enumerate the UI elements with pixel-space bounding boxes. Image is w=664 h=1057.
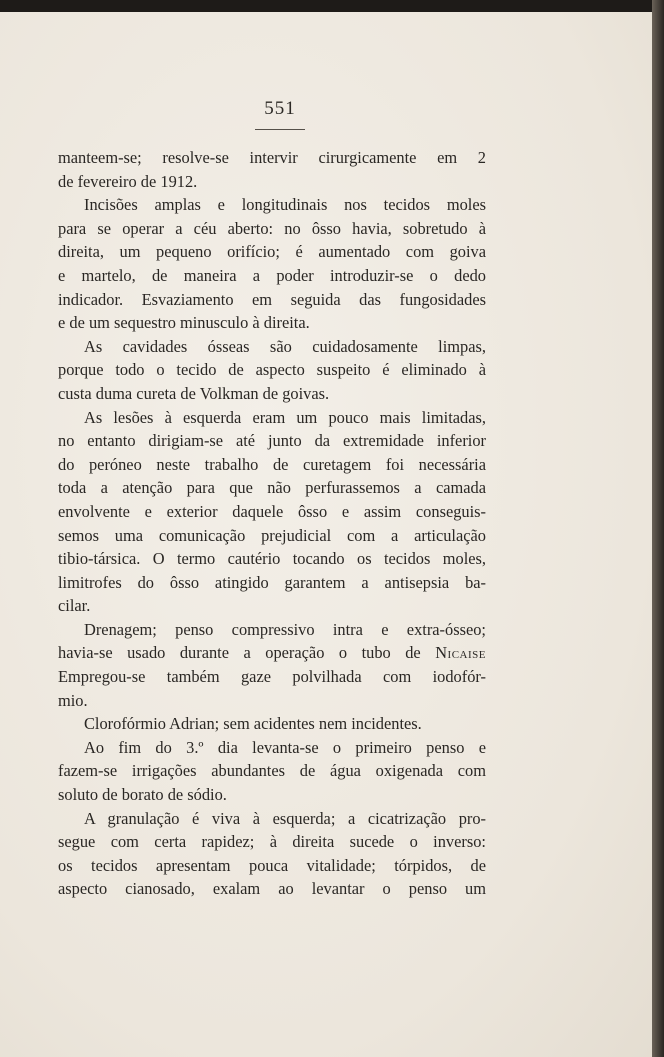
text-line-content: As cavidades ósseas são cuidadosamente limpas,	[84, 336, 486, 356]
text-line	[58, 524, 486, 548]
text-line-content: Clorofórmio Adrian; sem acidentes nem incidentes.	[84, 714, 422, 734]
text-line-content: e martelo, de maneira a poder introduzir-se o dedo	[58, 265, 486, 285]
text-line	[58, 594, 486, 618]
text-line-content: As lesões à esquerda eram um pouco mais limitadas,	[84, 407, 486, 427]
text-line	[58, 335, 486, 359]
text-line	[58, 759, 486, 783]
scan-border-right	[652, 0, 664, 1057]
book-page	[0, 12, 652, 1057]
text-line	[58, 146, 486, 170]
text-line	[58, 453, 486, 477]
text-line	[58, 807, 486, 831]
text-line-content: e de um sequestro minusculo à direita.	[58, 313, 310, 333]
text-line	[58, 406, 486, 430]
text-line-content: indicador. Esvaziamento em seguida das fungosidades	[58, 289, 486, 309]
text-line-content: os tecidos apresentam pouca vitalidade; tórpidos, de	[58, 855, 486, 875]
text-line-content: tibio-társica. O termo cautério tocando os tecidos moles,	[58, 549, 486, 569]
text-line-content: A granulação é viva à esquerda; a cicatrização pro-	[84, 808, 486, 828]
text-line	[58, 193, 486, 217]
page-number-rule	[255, 129, 305, 130]
text-line-content: Ao fim do 3.º dia levanta-se o primeiro penso e	[84, 737, 486, 757]
text-line	[58, 358, 486, 382]
text-line-content: Empregou-se também gaze polvilhada com iodofór-	[58, 667, 486, 687]
text-line	[58, 217, 486, 241]
text-line	[58, 877, 486, 901]
text-line-content: havia-se usado durante a operação o tubo de	[58, 643, 421, 663]
text-line-content: toda a atenção para que não perfurassemos a camada	[58, 478, 486, 498]
text-line	[58, 429, 486, 453]
text-line	[58, 547, 486, 571]
text-line-content: semos uma comunicação prejudicial com a articulação	[58, 525, 486, 545]
text-line-content: aspecto cianosado, exalam ao levantar o penso um	[58, 879, 486, 899]
text-line-content: cilar.	[58, 596, 91, 616]
text-line-content: do peróneo neste trabalho de curetagem foi necessária	[58, 454, 486, 474]
body-text	[58, 146, 486, 901]
text-line-content: soluto de borato de sódio.	[58, 785, 227, 805]
text-line	[58, 571, 486, 595]
text-line-content: envolvente e exterior daquele ôsso e assim conseguis-	[58, 501, 486, 521]
text-line	[58, 170, 486, 194]
text-line	[58, 240, 486, 264]
text-line	[58, 641, 486, 665]
text-line-content: custa duma cureta de Volkman de goivas.	[58, 383, 330, 403]
text-line	[58, 500, 486, 524]
text-line	[58, 665, 486, 689]
text-line	[58, 830, 486, 854]
text-line	[58, 783, 486, 807]
text-line-content: manteem-se; resolve-se intervir cirurgicamente em 2	[58, 148, 486, 167]
text-line	[58, 736, 486, 760]
text-line	[58, 382, 486, 406]
text-line	[58, 476, 486, 500]
text-line-content: segue com certa rapidez; à direita sucede o inverso:	[58, 832, 486, 852]
text-line	[58, 854, 486, 878]
text-line	[58, 712, 486, 736]
author-name: Nicaise	[435, 643, 486, 663]
text-line-content: mio.	[58, 690, 88, 710]
text-line-content: fazem-se irrigações abundantes de água oxigenada com	[58, 761, 486, 781]
text-line-content: porque todo o tecido de aspecto suspeito é eliminado à	[58, 360, 486, 380]
text-line-content: direita, um pequeno orifício; é aumentado com goiva	[58, 242, 486, 262]
text-line-content: no entanto dirigiam-se até junto da extremidade inferior	[58, 431, 486, 451]
text-line-content: Incisões amplas e longitudinais nos tecidos moles	[84, 195, 486, 215]
text-line	[58, 618, 486, 642]
text-line	[58, 288, 486, 312]
page-number: 551	[264, 98, 296, 119]
text-line-content: de fevereiro de 1912.	[58, 171, 198, 191]
text-line	[58, 689, 486, 713]
text-line	[58, 264, 486, 288]
text-line-content: limitrofes do ôsso atingido garantem a antisepsia ba-	[58, 572, 486, 592]
text-line	[58, 311, 486, 335]
text-line-content: Drenagem; penso compressivo intra e extra-ósseo;	[84, 619, 486, 639]
text-line-content: para se operar a céu aberto: no ôsso havia, sobretudo à	[58, 218, 486, 238]
